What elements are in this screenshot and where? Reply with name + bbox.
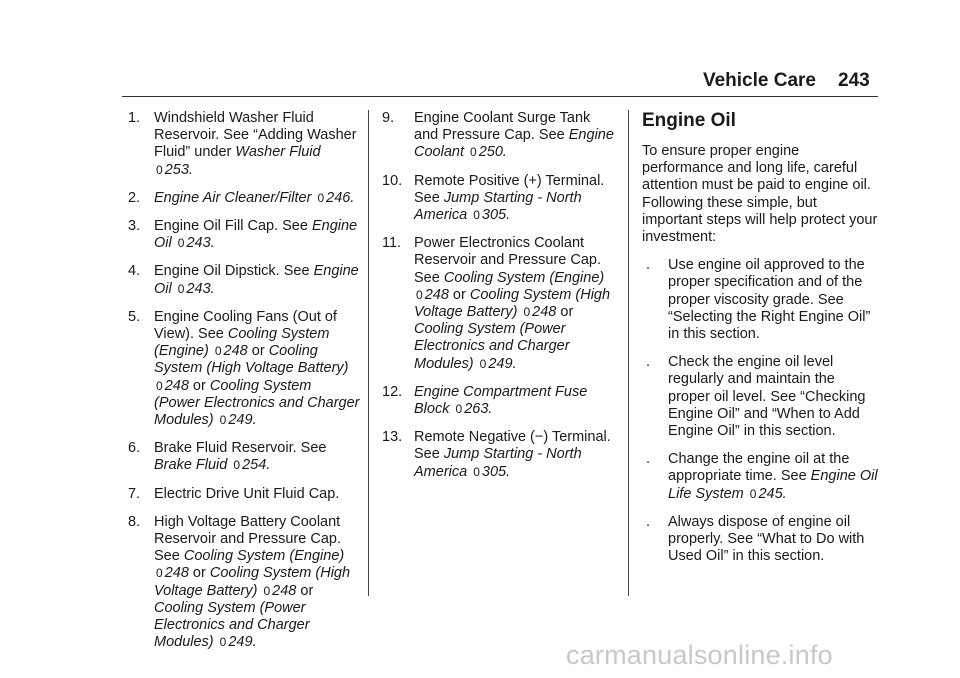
page-ref-icon: 0: [177, 281, 185, 296]
list-item: [382, 429, 614, 481]
cross-reference: Cooling System (Engine): [183, 548, 345, 565]
list-item: [128, 514, 360, 652]
cross-reference: Engine Oil: [154, 263, 359, 297]
section-heading: Engine Oil: [642, 110, 736, 131]
page-reference: 248: [424, 286, 449, 303]
cross-reference: Cooling System (High Voltage Battery): [154, 565, 351, 599]
page-ref-icon: 0: [156, 378, 163, 393]
list-item: [382, 173, 614, 225]
item-number: 1.: [128, 110, 141, 126]
cross-reference: Cooling System (Engine): [154, 326, 330, 360]
list-item: [128, 486, 360, 503]
page-ref-icon: 0: [177, 236, 185, 251]
item-number: 11.: [382, 235, 402, 252]
page-reference: 246: [326, 189, 351, 206]
bullet-item: [642, 514, 880, 566]
page-ref-icon: 0: [416, 287, 423, 302]
cross-reference: Cooling System (Power Electronics and Charger Modules): [154, 377, 360, 429]
bullet-text: Change the engine oil at the appropriate time. See Engine Oil Life System 0 245.: [668, 451, 878, 502]
item-number: 3.: [128, 218, 141, 235]
page-ref-icon: 0: [214, 344, 222, 359]
page-ref-icon: 0: [219, 413, 227, 428]
page-ref-icon: 0: [263, 583, 271, 598]
cross-reference: Brake Fluid: [154, 457, 228, 474]
item-number: 2.: [128, 189, 141, 206]
cross-reference: Cooling System (Power Electronics and Charger Modules): [154, 599, 310, 651]
item-text: Remote Positive (+) Terminal. See Jump Starting - North America 0 305.: [414, 172, 605, 224]
bullet-icon: .: [646, 257, 651, 274]
column-1: [128, 110, 360, 662]
item-text: Engine Oil Fill Cap. See Engine Oil 0 243.: [154, 218, 358, 252]
item-text: Remote Negative (−) Terminal. See Jump Starting - North America 0 305.: [414, 429, 611, 480]
item-number: 13.: [382, 429, 403, 446]
bullet-text: Always dispose of engine oil properly. See “What to Do with Used Oil” in this section.: [668, 513, 865, 565]
bullet-item: [642, 354, 880, 440]
page-ref-icon: 0: [473, 464, 480, 479]
page-reference: 249: [488, 355, 513, 372]
column-2: [382, 110, 614, 492]
column-divider: [368, 110, 369, 596]
column-divider: [628, 110, 629, 596]
cross-reference: Engine Coolant: [414, 127, 614, 161]
page-ref-icon: 0: [455, 402, 463, 417]
page-reference: 254: [242, 457, 267, 474]
cross-reference: Cooling System (Power Electronics and Charger Modules): [414, 321, 570, 372]
item-number: 6.: [128, 440, 141, 457]
list-item: [382, 384, 614, 418]
item-number: 9.: [382, 110, 395, 126]
page-ref-icon: 0: [473, 208, 480, 223]
bullet-text: Use engine oil approved to the proper specification and of the proper viscosity grade. See “Selecting the Right Engine Oil” in this section.: [668, 257, 871, 343]
item-text: Windshield Washer Fluid Reservoir. See “Adding Washer Fluid” under Washer Fluid 0 253.: [154, 110, 357, 178]
cross-reference: Cooling System (High Voltage Battery): [154, 343, 349, 377]
list-item: [382, 110, 614, 162]
cross-reference: Engine Oil Life System: [668, 468, 878, 502]
item-number: 7.: [128, 485, 141, 502]
page-reference: 248: [223, 343, 248, 360]
page-reference: 248: [272, 582, 297, 599]
page-reference: 243: [186, 280, 211, 297]
cross-reference: Jump Starting - North America: [414, 189, 582, 224]
page-number: 243: [838, 70, 870, 91]
bullet-item: [642, 257, 880, 343]
item-number: 10.: [382, 172, 403, 189]
page-reference: 249: [228, 412, 253, 429]
watermark: carmanualsonline.info: [566, 640, 833, 670]
bullet-text: Check the engine oil level regularly and maintain the proper oil level. See “Checking Engine Oil” and “When to Add Engine Oil” in this section.: [668, 354, 866, 440]
item-text: Power Electronics Coolant Reservoir and Pressure Cap. See Cooling System (Engine) 0 248 or Cooling System (High Voltage Battery) 0 248 or Cooling System (Power Electronics and Charger Modules) 0 249.: [414, 235, 611, 372]
page-ref-icon: 0: [749, 486, 757, 501]
page-ref-icon: 0: [470, 145, 477, 160]
cross-reference: Cooling System (High Voltage Battery): [414, 286, 611, 321]
item-text: High Voltage Battery Coolant Reservoir and Pressure Cap. See Cooling System (Engine) 0 248 or Cooling System (High Voltage Battery) 0 248 or Cooling System (Power Electronics and Charger Modules) 0 249.: [154, 513, 351, 651]
cross-reference: Engine Oil: [154, 218, 358, 252]
cross-reference: Engine Air Cleaner/Filter: [154, 189, 312, 206]
bullet-icon: .: [646, 354, 651, 371]
page-reference: 248: [532, 304, 557, 321]
page-reference: 248: [164, 377, 189, 394]
header-rule: [122, 96, 878, 97]
item-number: 5.: [128, 308, 141, 325]
page-reference: 250: [478, 144, 503, 161]
list-item: [128, 110, 360, 179]
item-number: 4.: [128, 263, 141, 280]
page-ref-icon: 0: [233, 458, 241, 473]
page-reference: 253: [164, 161, 189, 178]
list-item: [128, 440, 360, 474]
cross-reference: Cooling System (Engine): [443, 269, 605, 286]
item-text: Engine Oil Dipstick. See Engine Oil 0 243.: [154, 263, 359, 297]
page-reference: 245: [758, 485, 783, 502]
page-reference: 249: [228, 634, 253, 651]
bullet-icon: .: [646, 513, 651, 530]
bullet-item: [642, 451, 880, 503]
item-text: Engine Coolant Surge Tank and Pressure Cap. See Engine Coolant 0 250.: [414, 110, 614, 161]
list-item: [382, 235, 614, 373]
item-text: Brake Fluid Reservoir. See Brake Fluid 0 254.: [154, 440, 327, 474]
page-ref-icon: 0: [479, 356, 487, 371]
page-reference: 305: [481, 463, 507, 480]
item-number: 8.: [128, 513, 141, 530]
bullet-icon: .: [646, 451, 651, 468]
page-reference: 305: [481, 207, 507, 224]
intro-paragraph: To ensure proper engine performance and long life, careful attention must be paid to engine oil. Following these simple, but important steps will help protect your investment:: [642, 143, 878, 246]
item-number: 12.: [382, 383, 403, 400]
item-text: Engine Compartment Fuse Block 0 263.: [414, 383, 588, 418]
list-item: [128, 309, 360, 429]
cross-reference: Jump Starting - North America: [414, 446, 582, 480]
page-reference: 248: [164, 565, 189, 582]
page-ref-icon: 0: [156, 566, 163, 581]
cross-reference: Washer Fluid: [235, 144, 321, 161]
page-ref-icon: 0: [317, 190, 325, 205]
item-text: Engine Cooling Fans (Out of View). See Cooling System (Engine) 0 248 or Cooling System (High Voltage Battery) 0 248 or Cooling System (Power Electronics and Charger Modules) 0 249.: [154, 308, 360, 429]
page-reference: 263: [464, 401, 489, 418]
cross-reference: Engine Compartment Fuse Block: [414, 383, 588, 418]
section-title: Vehicle Care: [702, 70, 816, 91]
item-text: Electric Drive Unit Fluid Cap.: [154, 485, 340, 502]
list-item: [128, 263, 360, 297]
page-reference: 243: [186, 235, 211, 252]
column-3: [642, 110, 880, 576]
item-text: Engine Air Cleaner/Filter 0 246.: [154, 189, 355, 206]
page-ref-icon: 0: [523, 305, 531, 320]
list-item: [128, 218, 360, 252]
list-item: [128, 190, 360, 207]
page-ref-icon: 0: [156, 162, 163, 177]
page-ref-icon: 0: [219, 635, 227, 650]
